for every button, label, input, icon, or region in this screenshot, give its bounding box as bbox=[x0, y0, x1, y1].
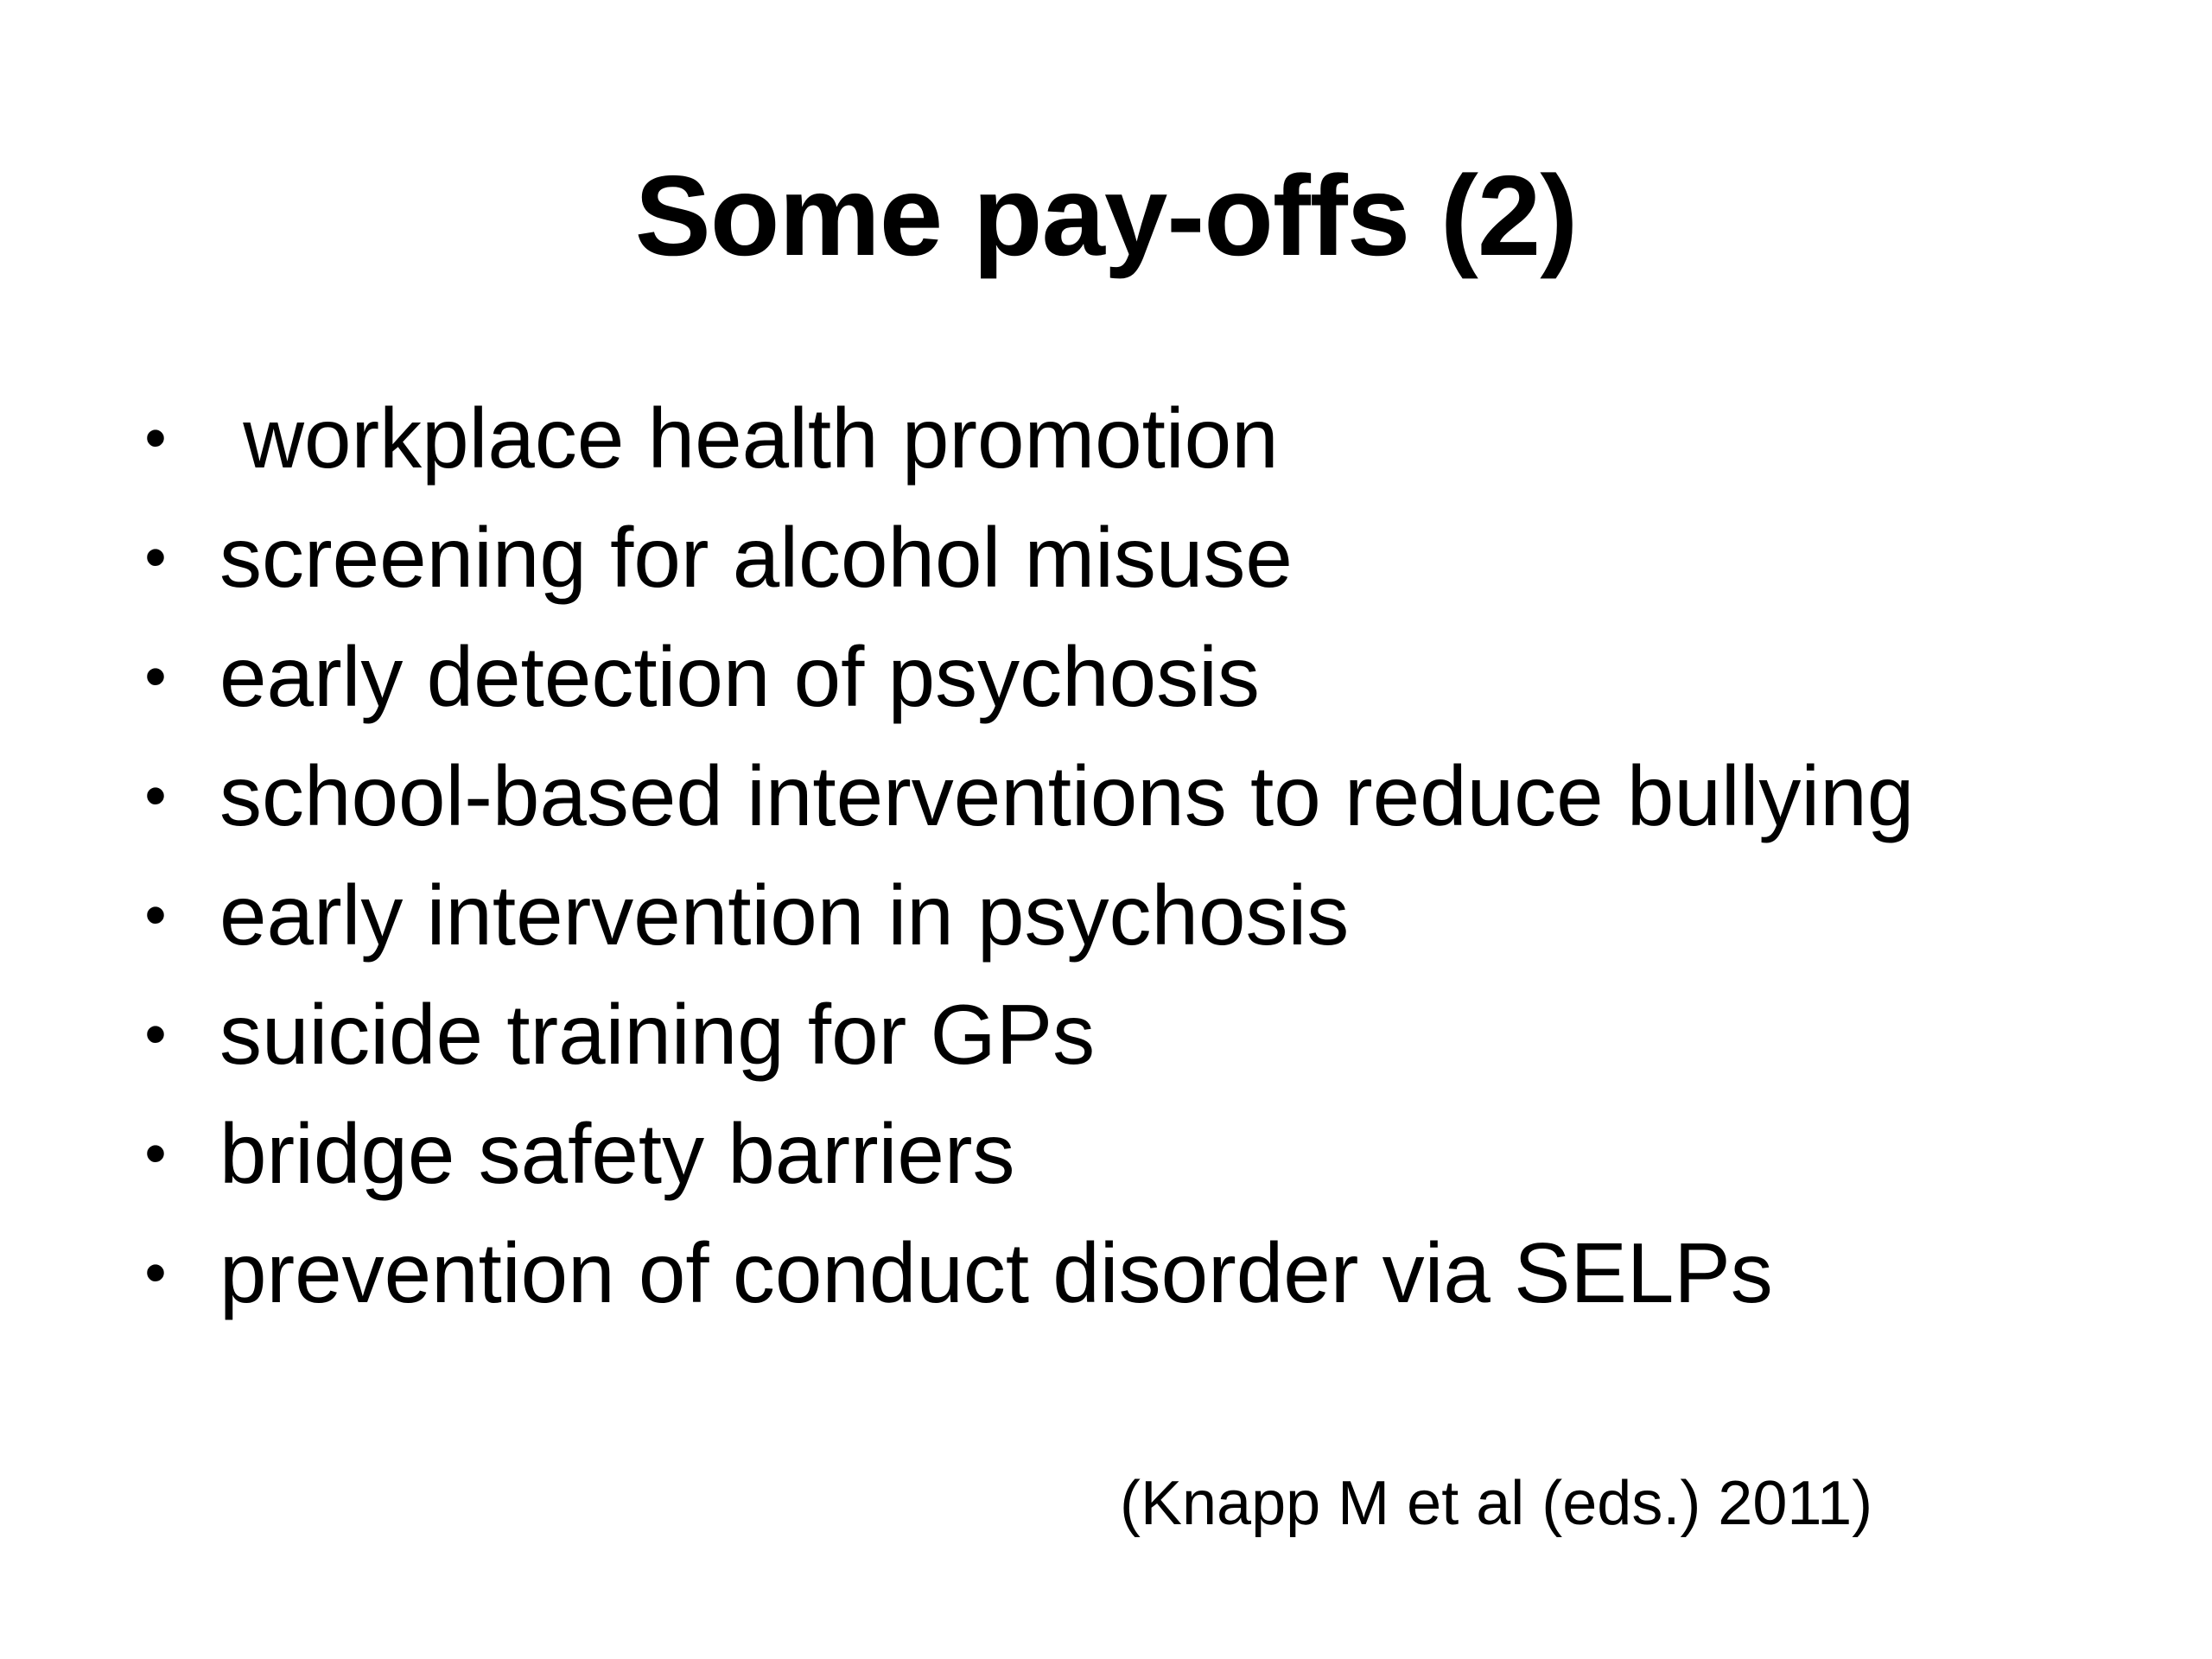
bullet-text: bridge safety barriers bbox=[219, 1106, 1015, 1201]
bullet-text: screening for alcohol misuse bbox=[219, 510, 1293, 605]
bullet-list bbox=[130, 378, 1914, 1332]
bullet-icon: • bbox=[144, 1000, 167, 1069]
bullet-text: early intervention in psychosis bbox=[219, 868, 1350, 963]
bullet-text: early detection of psychosis bbox=[219, 629, 1260, 724]
list-item bbox=[130, 1213, 1914, 1332]
list-item bbox=[130, 378, 1914, 498]
bullet-icon: • bbox=[144, 404, 167, 473]
bullet-icon: • bbox=[144, 880, 167, 950]
list-item bbox=[130, 1094, 1914, 1213]
bullet-icon: • bbox=[144, 642, 167, 711]
list-item bbox=[130, 975, 1914, 1094]
bullet-icon: • bbox=[144, 1119, 167, 1188]
bullet-text: suicide training for GPs bbox=[219, 987, 1096, 1082]
bullet-text: workplace health promotion bbox=[219, 391, 1279, 486]
bullet-icon: • bbox=[144, 523, 167, 592]
citation: (Knapp M et al (eds.) 2011) bbox=[1120, 1469, 1873, 1538]
list-item bbox=[130, 498, 1914, 617]
slide-title: Some pay-offs (2) bbox=[634, 152, 1578, 279]
bullet-icon: • bbox=[144, 1238, 167, 1307]
bullet-text: prevention of conduct disorder via SELPs bbox=[219, 1225, 1773, 1320]
bullet-text: school-based interventions to reduce bullying bbox=[219, 748, 1915, 843]
bullet-icon: • bbox=[144, 761, 167, 830]
list-item bbox=[130, 617, 1914, 736]
list-item bbox=[130, 855, 1914, 975]
list-item bbox=[130, 736, 1914, 855]
